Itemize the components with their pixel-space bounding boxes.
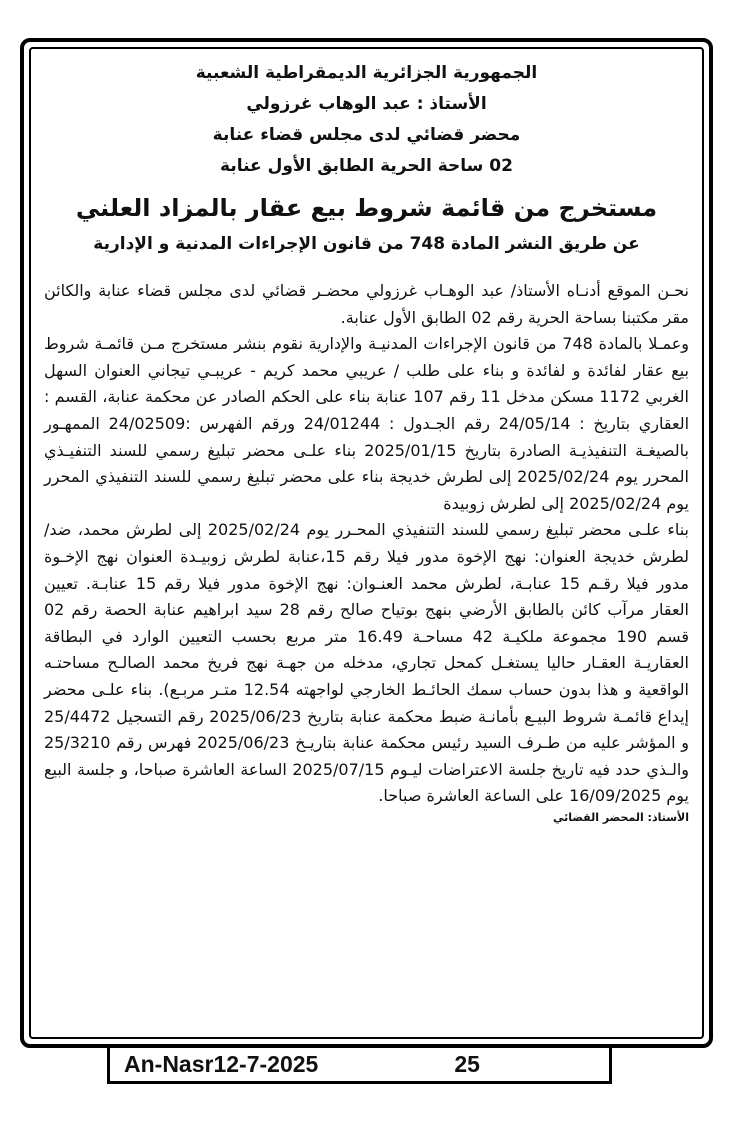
signature: الأستاذ: المحضر القضائي [552,810,689,824]
header-republic: الجمهورية الجزائرية الديمقراطية الشعبية [195,63,538,83]
body-paragraph: وعمـلا بالمادة 748 من قانون الإجراءات المدنيـة والإدارية نقوم بنشر مستخرج مـن قائمـة شروط بيع عقار لفائدة و لفائدة و بناء على طلب / عريبي محمد كريم - عريبـي تيجاني العنوان السهل الغربي 1172 مسكن مدخل 11 رقم 107 عنابة بناء على الحكم الصادر عن محكمة عنابة، القسم : العقاري بتاريخ : 24/05/14 رقم الجـدول : 24/01244 ورقم الفهرس :24/02509 الممهـور بالصيغـة التنفيذيـة الصادرة بتاريخ 2025/01/15 بناء علـى محضر تبليغ رسمي للسند التنفيـذي المحرر يوم 2025/02/24 إلى لطرش خديجة بناء على محضر تبليغ رسمي للسند التنفيذي المحرر يوم 2025/02/24 إلى لطرش زوبيدة [44,334,690,513]
header-bailiff-name: الأستاذ : عبد الوهاب غرزولي [246,94,487,114]
notice-content [44,58,689,824]
header-bailiff-role: محضر قضائي لدى مجلس قضاء عنابة [212,125,521,145]
newspaper-source: An-Nasr12-7-2025 [124,1051,319,1077]
header-address: 02 ساحة الحرية الطابق الأول عنابة [220,156,513,176]
notice-title: مستخرج من قائمة شروط بيع عقار بالمزاد العلني [75,194,658,222]
page-number: 25 [454,1051,480,1077]
notice-subtitle: عن طريق النشر المادة 748 من قانون الإجراءات المدنية و الإدارية [93,234,640,254]
notice-body [44,278,689,810]
footer-bar [107,1045,612,1084]
body-paragraph: نحـن الموقع أدنـاه الأستاذ/ عبد الوهـاب غرزولي محضـر قضائي لدى مجلس قضاء عنابة والكائن مقر مكتبنا بساحة الحرية رقم 02 الطابق الأول عنابة. [44,281,689,327]
body-paragraph: بناء علـى محضر تبليغ رسمي للسند التنفيذي المحـرر يوم 2025/02/24 إلى لطرش محمد، ضد/ لطرش خديجة العنوان: نهج الإخوة مدور فيلا رقم 15،عنابة لطرش زوبيـدة العنوان نهج الإخـوة مدور فيلا رقـم 15 عنابـة، لطرش محمد العنـوان: نهج الإخوة مدور فيلا رقم 15 عنابـة. تعيين العقار مرآب كائن بالطابق الأرضي بنهج بوتياح صالح رقم 28 سيد ابراهيم عنابة الحصة رقم 02 قسم 190 مجموعة ملكيـة 42 مساحـة 16.49 متر مربع بحسب التعيين الوارد في البطاقة العقاريـة العقـار حاليا يستغـل كمحل تجاري، مدخله من جهـة نهج فريخ محمد الصالـح مساحتـه الواقعية و هذا بدون حساب سمك الحائـط الخارجي لواجهته 12.54 متـر مربـع). بناء علـى محضر إيداع قائمـة شروط البيـع بأمانـة ضبط محكمة عنابة بتاريخ 2025/06/23 رقم التسجيل 25/4472 و المؤشر عليه من طـرف السيد رئيس محكمة عنابة بتاريـخ 2025/06/23 فهرس رقم 25/3210 والـذي حدد فيه تاريخ جلسة الاعتراضات ليـوم 2025/07/15 الساعة العاشرة صباحا، و جلسة البيع يوم 16/09/2025 على الساعة العاشرة صباحا. [44,520,690,806]
